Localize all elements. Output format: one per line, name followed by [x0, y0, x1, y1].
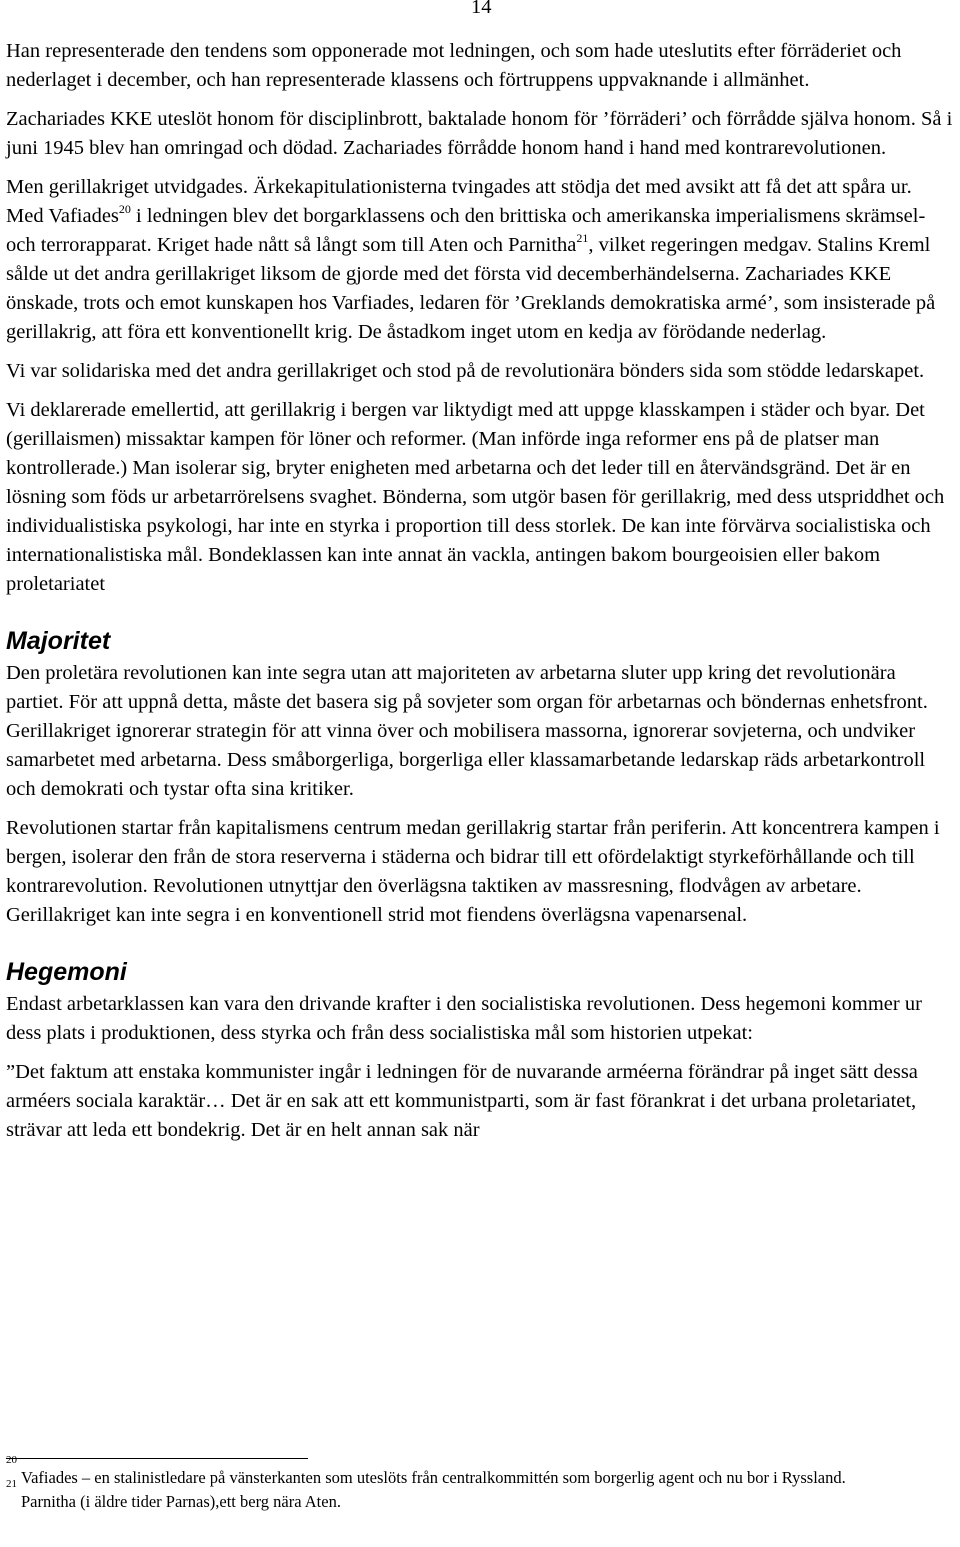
footnote-ref-21[interactable]: 21 [576, 231, 589, 246]
footnote-number: 21 [6, 1478, 17, 1490]
paragraph: Endast arbetarklassen kan vara den drivande krafter i den socialistiska revolutionen. Dess hegemoni kommer ur dess plats i produktionen, dess styrka och från dess socialistiska mål som historien utpekat: [6, 993, 922, 1044]
paragraph: Revolutionen startar från kapitalismens centrum medan gerillakrig startar från periferin. Att koncentrera kampen i bergen, isolerar den från de stora reserverna i städerna och bidrar till ett ofördelaktigt styrkeförhållande och till kontrarevolution. Revolutionen utnyttjar den överlägsna taktiken av massresning, flodvågen av arbetare. Gerillakriget kan inte segra i en konventionell strid mot fiendens överlägsna vapenarsenal. [6, 817, 940, 926]
section-heading-majoritet: Majoritet [6, 627, 111, 655]
page-number: 14 [471, 0, 492, 18]
quote-paragraph: ”Det faktum att enstaka kommunister ingår i ledningen för de nuvarande arméerna förändrar på inget sätt dessa arméers sociala karaktär… Det är en sak att ett kommunistparti, som är fast förankrat i det urbana proletariatet, strävar att leda ett bondekrig. Det är en helt annan sak när [6, 1061, 918, 1141]
footnote-divider [6, 1458, 308, 1459]
section-heading-hegemoni: Hegemoni [6, 958, 127, 986]
paragraph [6, 173, 954, 347]
paragraph-text: Men gerillakriget utvidgades. Ärkekapitulationisterna tvingades att stödja det med avsikt att få det att spåra ur. Med Vafiades [6, 176, 912, 227]
footnote-21 [6, 1478, 954, 1514]
paragraph: Vi deklarerade emellertid, att gerillakrig i bergen var liktydigt med att uppge klasskampen i städer och byar. Det (gerillaismen) missaktar kampen för löner och reformer. (Man införde inga reformer ens på de platser man kontrollerade.) Man isolerar sig, bryter enigheten med arbetarna och det leder till en återvändsgränd. Det är en lösning som föds ur arbetarrörelsens svaghet. Bönderna, som utgör basen för gerillakrig, med dess utspriddhet och individualistiska psykologi, har inte en styrka i proportion till dess storlek. De kan inte förvärva socialistiska och internationalistiska mål. Bondeklassen kan inte annat än vackla, antingen bakom bourgeoisien eller bakom proletariatet [6, 399, 945, 595]
footnote-number: 20 [6, 1454, 17, 1466]
paragraph-text: , vilket regeringen medgav. Stalins Kreml sålde ut det andra gerillakriget liksom de gjorde med det första vid decemberhändelserna. Zachariades KKE önskade, trots och emot kunskapen hos Varfiades, ledaren för ’Greklands demokratiska armé’, som insisterade på gerillakrig, att föra ett konventionellt krig. De åstadkom inget utom en kedja av förödande nederlag. [6, 234, 936, 343]
paragraph: Den proletära revolutionen kan inte segra utan att majoriteten av arbetarna sluter upp kring det revolutionära partiet. För att uppnå detta, måste det basera sig på sovjeter som organ för arbetarnas och böndernas enhetsfront. Gerillakriget ignorerar strategin för att vinna över och mobilisera massorna, ignorerar sovjeterna, och undviker samarbetet med arbetarna. Dess småborgerliga, borgerliga eller klassamarbetande ledarskap räds arbetarkontroll och demokrati och tystar ofta sina kritiker. [6, 662, 928, 800]
body-text [6, 37, 954, 1145]
paragraph: Zachariades KKE uteslöt honom för disciplinbrott, baktalade honom för ’förräderi’ och förrådde själva honom. Så i juni 1945 blev han omringad och dödad. Zachariades förrådde honom hand i hand med kontrarevolutionen. [6, 108, 953, 159]
footnote-20 [6, 1454, 954, 1490]
paragraph: Vi var solidariska med det andra gerillakriget och stod på de revolutionära bönders sida som stödde ledarskapet. [6, 360, 925, 382]
footnotes [6, 1454, 954, 1514]
paragraph-text: i ledningen blev det borgarklassens och den brittiska och amerikanska imperialismens skrämsel- och terrorapparat. Kriget hade nått så långt som till Aten och Parnitha [6, 205, 926, 256]
footnote-text: Vafiades – en stalinistledare på vänsterkanten som uteslöts från centralkommittén som borgerlig agent och nu bor i Ryssland. [21, 1468, 846, 1487]
paragraph: Han representerade den tendens som opponerade mot ledningen, och som hade uteslutits efter förräderiet och nederlaget i december, och han representerade klassens och förtruppens uppvaknande i allmänhet. [6, 40, 902, 91]
footnote-ref-20[interactable]: 20 [118, 202, 131, 217]
footnote-text: Parnitha (i äldre tider Parnas),ett berg nära Aten. [21, 1492, 341, 1511]
